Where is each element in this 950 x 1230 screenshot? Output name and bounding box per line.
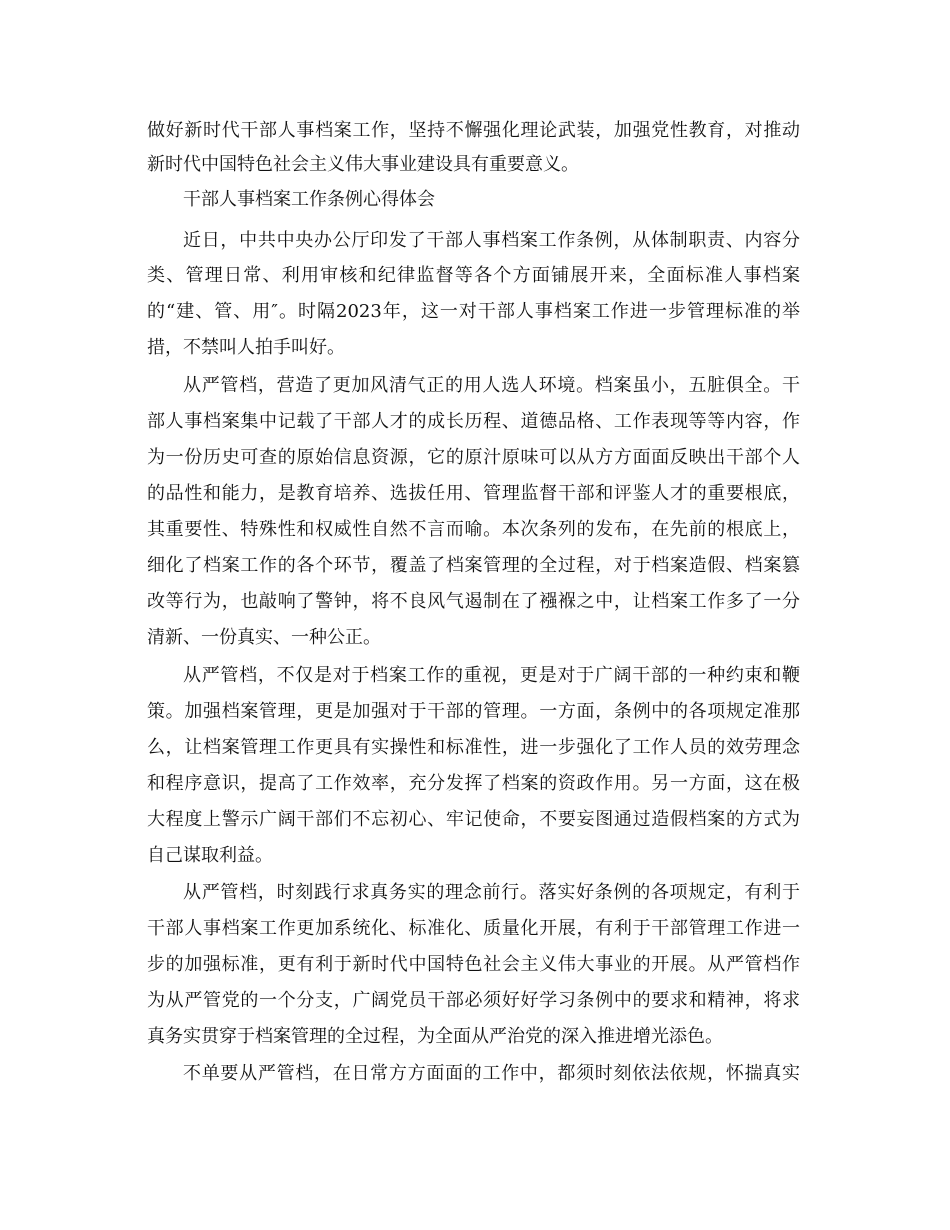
line-text: 清新、一份真实、一种公正。: [147, 627, 381, 648]
line-text: 细化了档案工作的各个环节，覆盖了档案管理的全过程，对于档案造假、档案篡: [147, 555, 800, 576]
text-line: [0, 406, 950, 438]
text-line: [0, 115, 950, 147]
text-line: [0, 732, 950, 764]
text-line: [0, 442, 950, 474]
line-text: 从严管档，时刻践行求真务实的理念前行。落实好条例的各项规定，有利于: [183, 882, 800, 903]
line-text: 不单要从严管档，在日常方方面面的工作中，都须时刻依法依规，怀揣真实: [183, 1063, 800, 1084]
line-text: 和程序意识，提高了工作效率，充分发挥了档案的资政作用。另一方面，这在极: [147, 773, 800, 794]
line-text: 策。加强档案管理，更是加强对于干部的管理。一方面，条例中的各项规定准那: [147, 701, 800, 722]
text-line: [0, 514, 950, 546]
text-line: [0, 622, 950, 654]
text-line: [0, 913, 950, 945]
text-line: [0, 332, 950, 364]
text-line: [0, 184, 950, 216]
text-line: [0, 660, 950, 692]
line-text: 自己谋取利益。: [147, 845, 273, 866]
text-line: [0, 840, 950, 872]
text-line: [0, 478, 950, 510]
text-line: [0, 1058, 950, 1090]
line-text: 干部人事档案工作更加系统化、标准化、质量化开展，有利于干部管理工作进一: [147, 918, 800, 939]
line-text: 为一份历史可查的原始信息资源，它的原汁原味可以从方方面面反映出干部个人: [147, 447, 800, 468]
line-text: 部人事档案集中记载了干部人才的成长历程、道德品格、工作表现等等内容，作: [147, 411, 800, 432]
line-text: 为从严管党的一个分支，广阔党员干部必须好好学习条例中的要求和精神，将求: [147, 990, 800, 1011]
line-text: 措，不禁叫人拍手叫好。: [147, 337, 345, 358]
line-text: 从严管档，营造了更加风清气正的用人选人环境。档案虽小，五脏俱全。干: [183, 375, 800, 396]
text-line: [0, 149, 950, 181]
line-text: 近日，中共中央办公厅印发了干部人事档案工作条例，从体制职责、内容分: [183, 230, 800, 251]
line-text: 从严管档，不仅是对于档案工作的重视，更是对于广阔干部的一种约束和鞭: [183, 665, 800, 686]
line-text: 干部人事档案工作条例心得体会: [183, 189, 435, 210]
text-line: [0, 586, 950, 618]
line-text: 类、管理日常、利用审核和纪律监督等各个方面铺展开来，全面标准人事档案: [147, 265, 800, 286]
text-line: [0, 985, 950, 1017]
text-line: [0, 877, 950, 909]
text-line: [0, 804, 950, 836]
line-text: 改等行为，也敲响了警钟，将不良风气遏制在了襁褓之中，让档案工作多了一分: [147, 591, 800, 612]
text-line: [0, 949, 950, 981]
line-text: 真务实贯穿于档案管理的全过程，为全面从严治党的深入推进增光添色。: [147, 1026, 723, 1047]
text-line: [0, 225, 950, 257]
text-line: [0, 550, 950, 582]
line-text: 步的加强标准，更有利于新时代中国特色社会主义伟大事业的开展。从严管档作: [147, 954, 800, 975]
line-text: 的品性和能力，是教育培养、选拔任用、管理监督干部和评鉴人才的重要根底，: [147, 483, 800, 504]
text-line: [0, 296, 950, 328]
text-line: [0, 1021, 950, 1053]
line-text: 新时代中国特色社会主义伟大事业建设具有重要意义。: [147, 154, 579, 175]
line-text: 的“建、管、用″。时隔2023年，这一对干部人事档案工作进一步管理标准的举: [147, 301, 800, 322]
text-line: [0, 768, 950, 800]
text-line: [0, 260, 950, 292]
line-text: 其重要性、特殊性和权威性自然不言而喻。本次条列的发布，在先前的根底上，: [147, 519, 800, 540]
line-text: 做好新时代干部人事档案工作，坚持不懈强化理论武装，加强党性教育，对推动: [147, 120, 800, 141]
text-line: [0, 370, 950, 402]
text-line: [0, 696, 950, 728]
line-text: 大程度上警示广阔干部们不忘初心、牢记使命，不要妄图通过造假档案的方式为: [147, 809, 800, 830]
line-text: 么，让档案管理工作更具有实操性和标准性，进一步强化了工作人员的效劳理念: [147, 737, 800, 758]
